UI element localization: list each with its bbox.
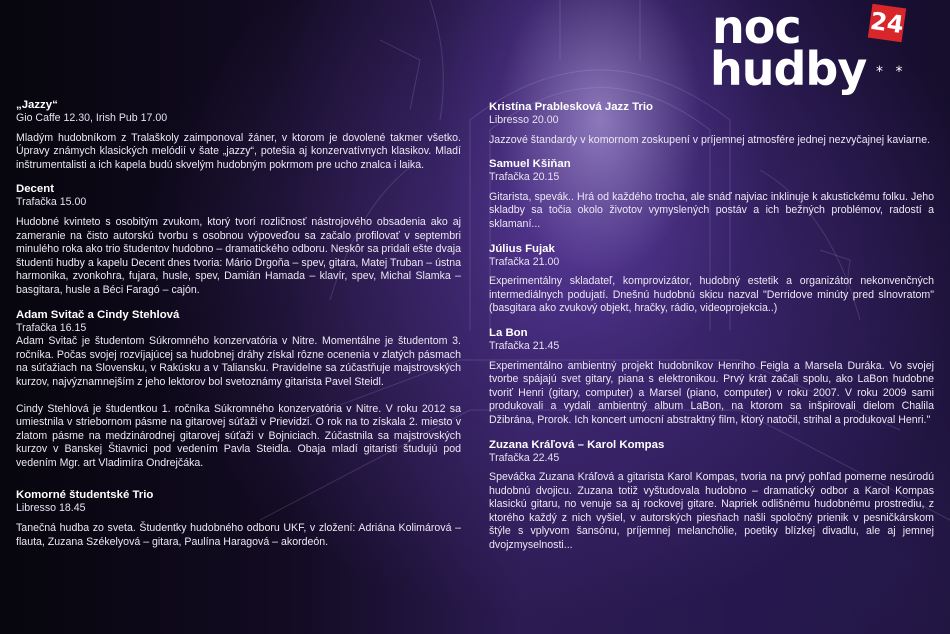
- event-description: Jazzové štandardy v komornom zoskupení v príjemnej atmosfére jednej nezvyčajnej kaviarne.: [489, 133, 931, 146]
- event-title: Decent: [16, 183, 54, 196]
- event-jazzy: [16, 98, 461, 172]
- event-svitac-stehlova: [16, 308, 461, 471]
- event-description: Tanečná hudba zo sveta. Študentky hudobného odboru UKF, v zložení: Adriána Kolimárová – flauta, Zuzana Székelyová – gitara, Paulína Haragová – akordeón.: [16, 522, 461, 548]
- event-logo: [710, 0, 945, 104]
- event-title: „Jazzy“: [16, 99, 58, 111]
- program-left-column: [16, 98, 461, 559]
- event-venue-time: Trafačka 15.00: [16, 196, 87, 209]
- event-title: Zuzana Kráľová – Karol Kompas: [489, 438, 665, 451]
- event-venue-time: Trafačka 22.45: [489, 451, 560, 464]
- event-description: Gitarista, spevák.. Hrá od každého trocha, ale snáď najviac inklinuje k akustickému folku. Jeho skladby sa točia okolo životov vymyslených postáv a ich bežných problémov, radostí a sklamaní...: [489, 190, 934, 230]
- event-description: Speváčka Zuzana Kráľová a gitarista Karol Kompas, tvoria na prvý pohľad pomerne nesúrodú hudobnú dvojicu. Zuzana totiž vyštudovala hudobno – dramatický odbor a Karol Kompas klasickú gitaru, no venuje sa aj rockovej gitare. Napriek odlišnému hudobnému prostrediu, z ktorého každý z nich vyšiel, v autorských piesňach našli spoločný prienik v pesničkárskom štýle s vplyvom šansónu, príjemnej melanchólie, poetiky blízkej divadlu, ale aj jemnej dvojzmyselnosti...: [489, 471, 934, 552]
- event-venue-time: Gio Caffe 12.30, Irish Pub 17.00: [16, 112, 168, 124]
- event-venue-time: Trafačka 16.15: [16, 321, 87, 334]
- event-description: Hudobné kvinteto s osobitým zvukom, ktorý tvorí rozličnosť nástrojového obsadenia ako aj zameranie na čisto autorskú tvorbu s osobnou výpoveďou sa začalo profilovať v septembri minulého roka ako trio študentov hudobno – dramatického odboru. Neskôr sa pridali ešte dvaja študenti hudby a kapelu Decent dnes tvoria: Mário Drgoňa – spev, gitara, Matej Truban – ústna harmonika, zvonkohra, fujara, husle, spev, Damián Hamada – klavír, spev, Michal Slamka – basgitara, husle a Béci Faragó – cajón.: [16, 215, 461, 296]
- event-ksinan: [489, 157, 934, 231]
- event-venue-time: Trafačka 20.15: [489, 171, 560, 184]
- event-venue-time: Libresso 18.45: [16, 502, 86, 515]
- event-title: La Bon: [489, 326, 528, 339]
- logo-badge: 24: [868, 4, 906, 42]
- event-komorne-trio: [16, 488, 461, 549]
- event-fujak: [489, 242, 934, 316]
- event-title: Kristína Prablesková Jazz Trio: [489, 101, 653, 113]
- event-title: Adam Svitač a Cindy Stehlová: [16, 308, 180, 321]
- event-prableskova-trio: [489, 100, 934, 147]
- event-description: Adam Svitač je študentom Súkromného konzervatória v Nitre. Momentálne je študentom 3. ročníka. Počas svojej rozvíjajúcej sa hudobnej dráhy získal rôzne ocenenia v zlatých pásmach na súťažiach na Slovensku, v Rakúsku a v Taliansku. Pravidelne sa zúčastňuje majstrovských kurzov, najvýznamnejším z jeho lektorov bol svetoznámy gitarista Pavel Steidl.: [16, 335, 461, 388]
- event-title: Samuel Kšiňan: [489, 158, 571, 171]
- event-title: Komorné študentské Trio: [16, 489, 154, 502]
- event-title: Július Fujak: [489, 242, 555, 255]
- event-venue-time: Libresso 20.00: [489, 114, 559, 126]
- logo-text-line1: noc: [712, 0, 801, 54]
- program-right-column: [489, 100, 934, 563]
- event-la-bon: [489, 326, 934, 428]
- logo-text-line2: hudby: [710, 42, 867, 96]
- event-kralova-kompas: [489, 438, 934, 553]
- event-decent: [16, 182, 461, 297]
- event-description: Experimentálny skladateľ, komprovizátor, hudobný estetik a organizátor nekonvenčných intermediálnych podujatí. Dnešnú hudobnú skicu nazval "Derridove minúty pred slnovratom" (basgitara ako zvukový objekt, hračky, rádio, videoprojekcia..): [489, 275, 934, 315]
- event-description: Cindy Stehlová je študentkou 1. ročníka Súkromného konzervatória v Nitre. V roku 2012 sa umiestnila v striebornom pásme na gitarovej súťaži v Prievidzi. O rok na to získala 2. miesto v zlatom pásme na medzinárodnej gitarovej súťaži v Bojniciach. Zúčastnila sa majstrovských kurzov v Banskej Štiavnici pod vedením Pavla Steidla. Obaja mladí gitaristi študujú pod vedením Mgr. art Vladimíra Ondrejčáka.: [16, 402, 461, 469]
- event-venue-time: Trafačka 21.45: [489, 339, 560, 352]
- event-description: Experimentálno ambientný projekt hudobníkov Henriho Feigla a Marsela Duráka. Vo svojej tvorbe spájajú svet gitary, piana s elektronikou. Prvý krát začali spolu, ako LaBon hudobne tvoriť Henri (gitary, computer) a Marsel (piano, computer) v roku 2007. V roku 2009 sami produkovali a vydali ambientný album LaBon, na ktorom sa inšpirovali dielom Chalila Džibrána, Prorok. Ich koncert umocní abstraktný film, ktorý natočil, strihal a produkoval Henri.": [489, 359, 934, 426]
- logo-stars: * *: [876, 64, 907, 80]
- event-description: Mladým hudobníkom z Tralaškoly zaimponoval žáner, v ktorom je dovolené takmer všetko. Úpravy známych klasických melódií v šate „jazzy“, potešia aj konzervatívnych klasikov. Mladí inštrumentalisti a ich kapela budú skvelým hudobným pokrmom pre ucho znalca i laika.: [16, 131, 461, 171]
- event-venue-time: Trafačka 21.00: [489, 255, 560, 268]
